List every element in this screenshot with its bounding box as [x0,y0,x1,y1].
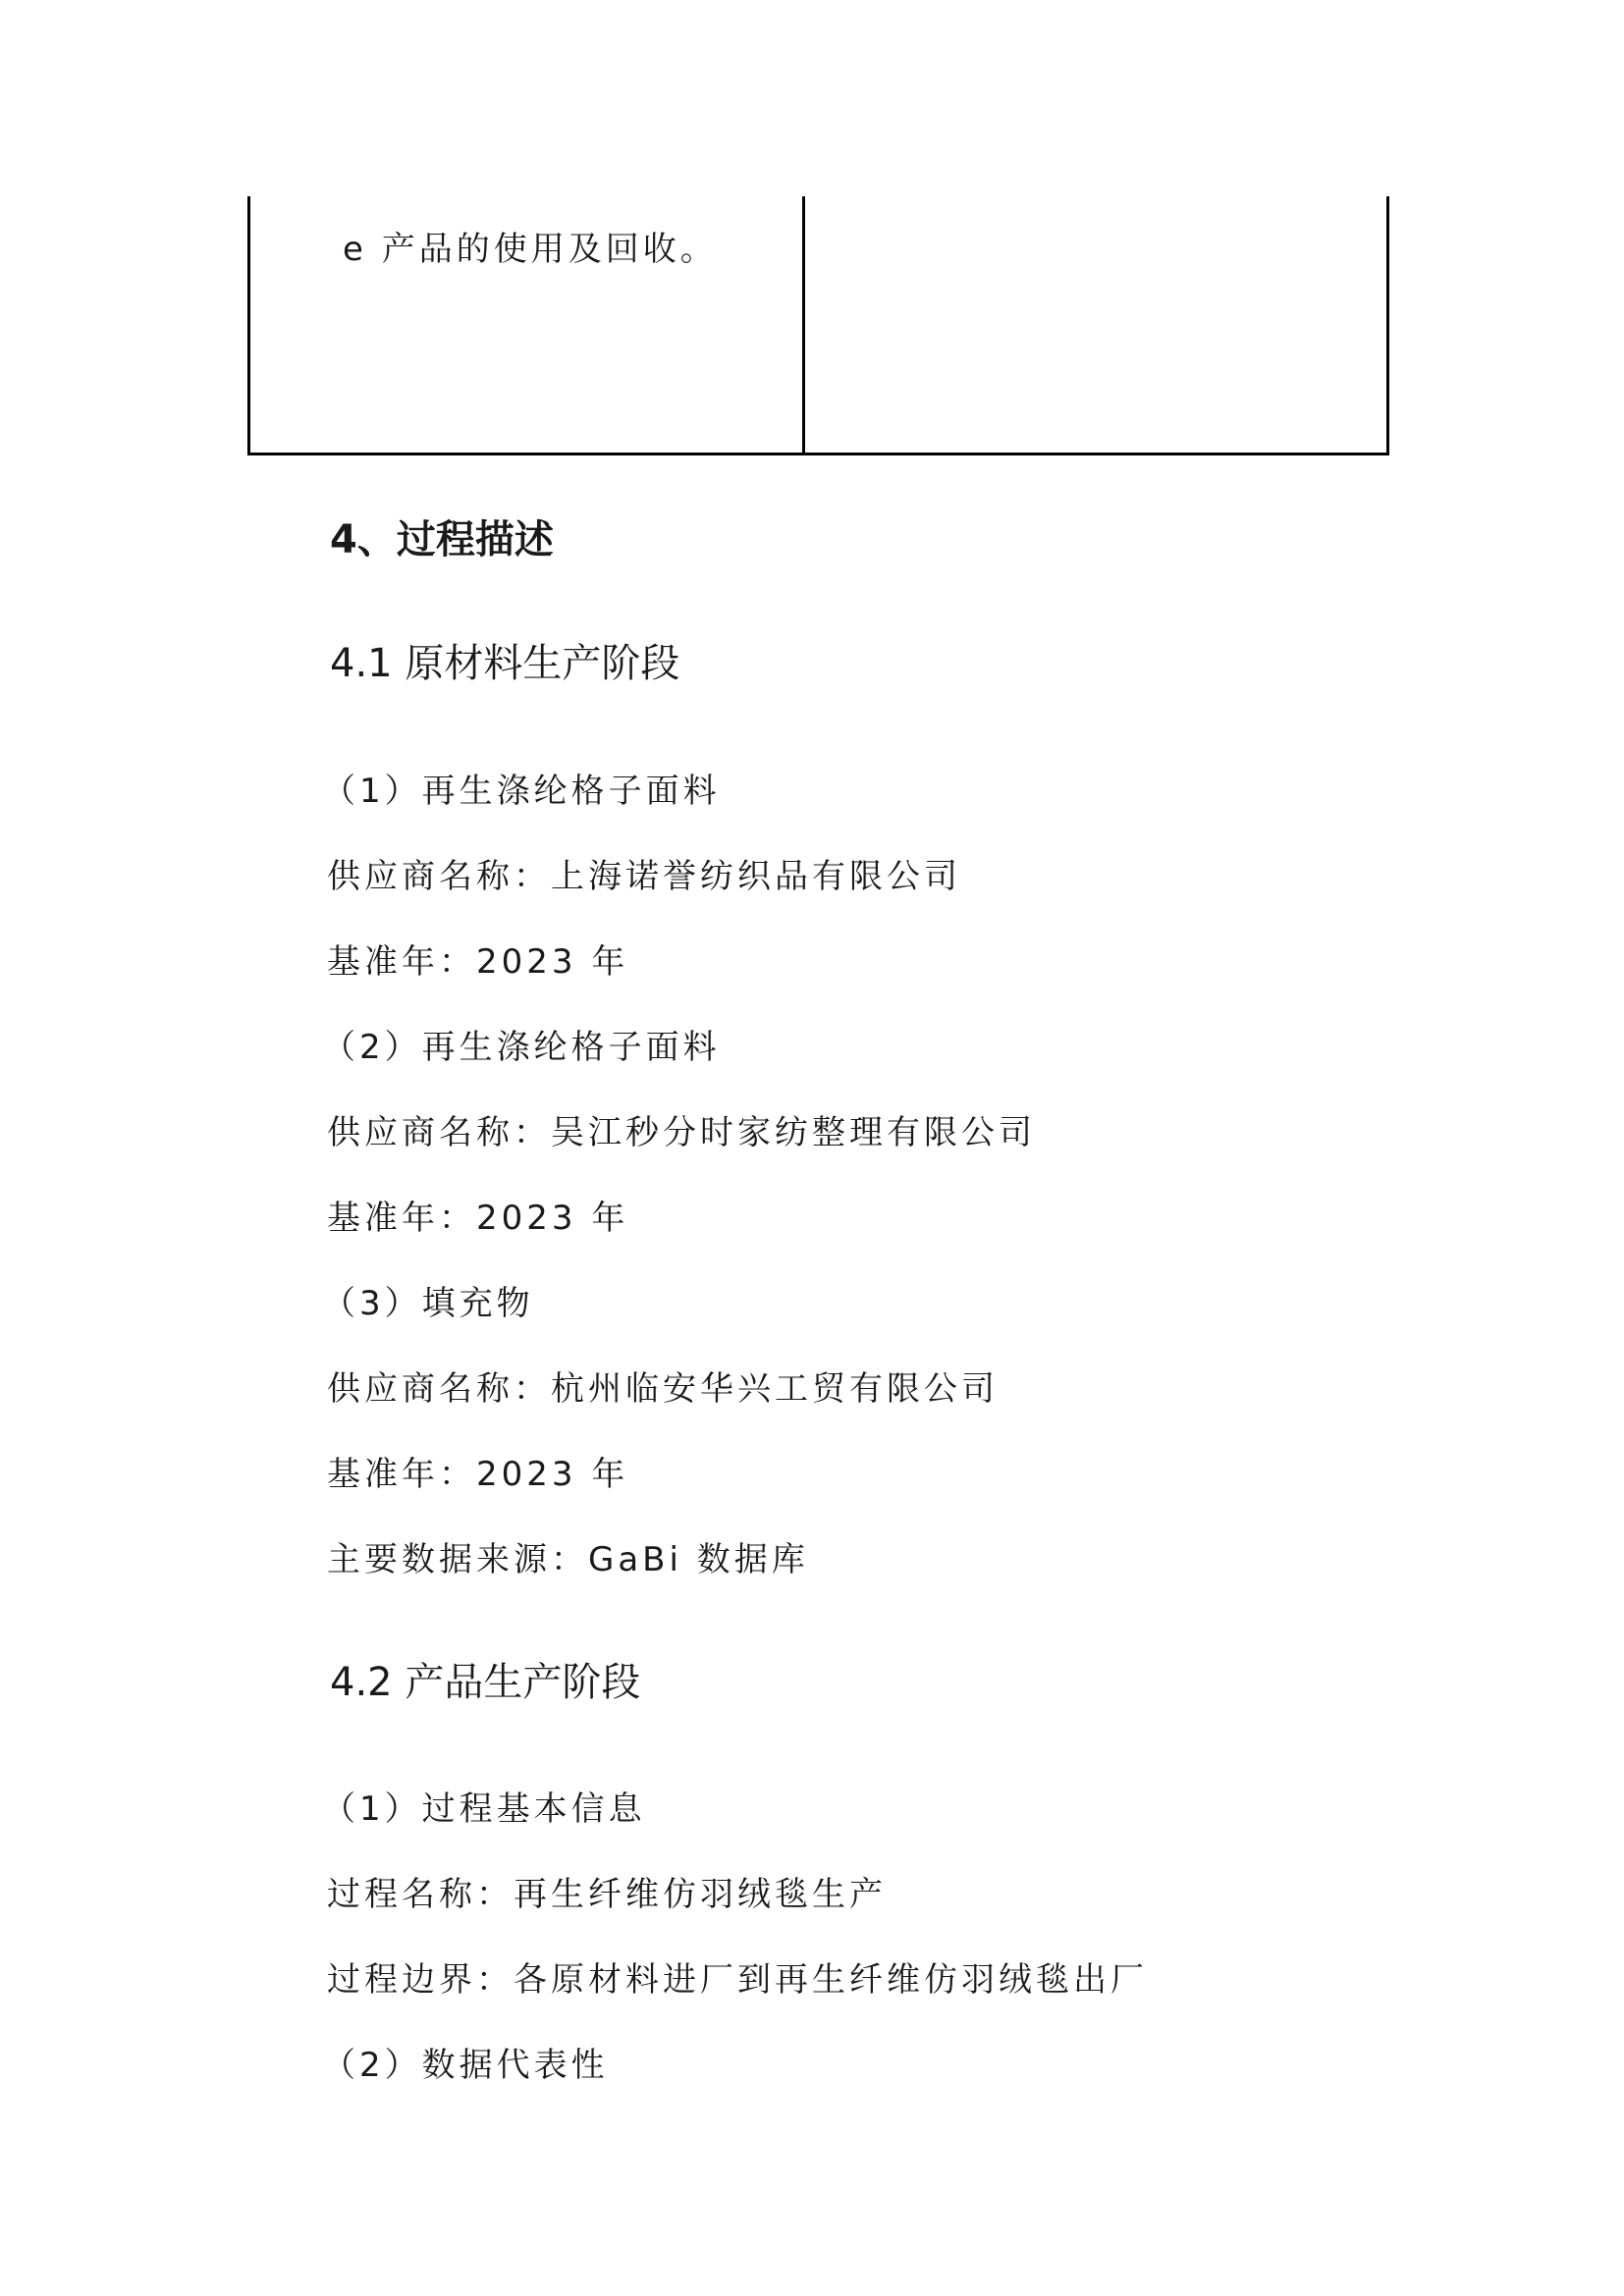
continued-table [247,196,1389,455]
item-2-base-year: 基准年：2023 年 [327,1199,629,1238]
table-cell-text: e 产品的使用及回收。 [343,230,718,269]
data-representativeness: （2）数据代表性 [322,2046,609,2085]
item-1-base-year: 基准年：2023 年 [327,942,629,982]
item-2-title: （2）再生涤纶格子面料 [322,1028,721,1067]
item-1-supplier: 供应商名称：上海诺誉纺织品有限公司 [327,857,961,896]
item-1-title: （1）再生涤纶格子面料 [322,772,721,811]
process-boundary: 过程边界：各原材料进厂到再生纤维仿羽绒毯出厂 [327,1960,1148,2000]
item-3-title: （3）填充物 [322,1284,534,1323]
item-3-supplier: 供应商名称：杭州临安华兴工贸有限公司 [327,1369,999,1409]
section-4-heading: 4、过程描述 [330,517,554,562]
process-name: 过程名称：再生纤维仿羽绒毯生产 [327,1875,887,1914]
table-cell-right [805,196,1386,453]
section-4-2-heading: 4.2 产品生产阶段 [330,1660,641,1705]
item-2-supplier: 供应商名称：吴江秒分时家纺整理有限公司 [327,1113,1036,1152]
main-data-source: 主要数据来源：GaBi 数据库 [327,1540,809,1579]
item-3-base-year: 基准年：2023 年 [327,1455,629,1494]
process-basic-info: （1）过程基本信息 [322,1789,646,1829]
table-cell-left [250,196,805,453]
section-4-1-heading: 4.1 原材料生产阶段 [330,641,680,686]
